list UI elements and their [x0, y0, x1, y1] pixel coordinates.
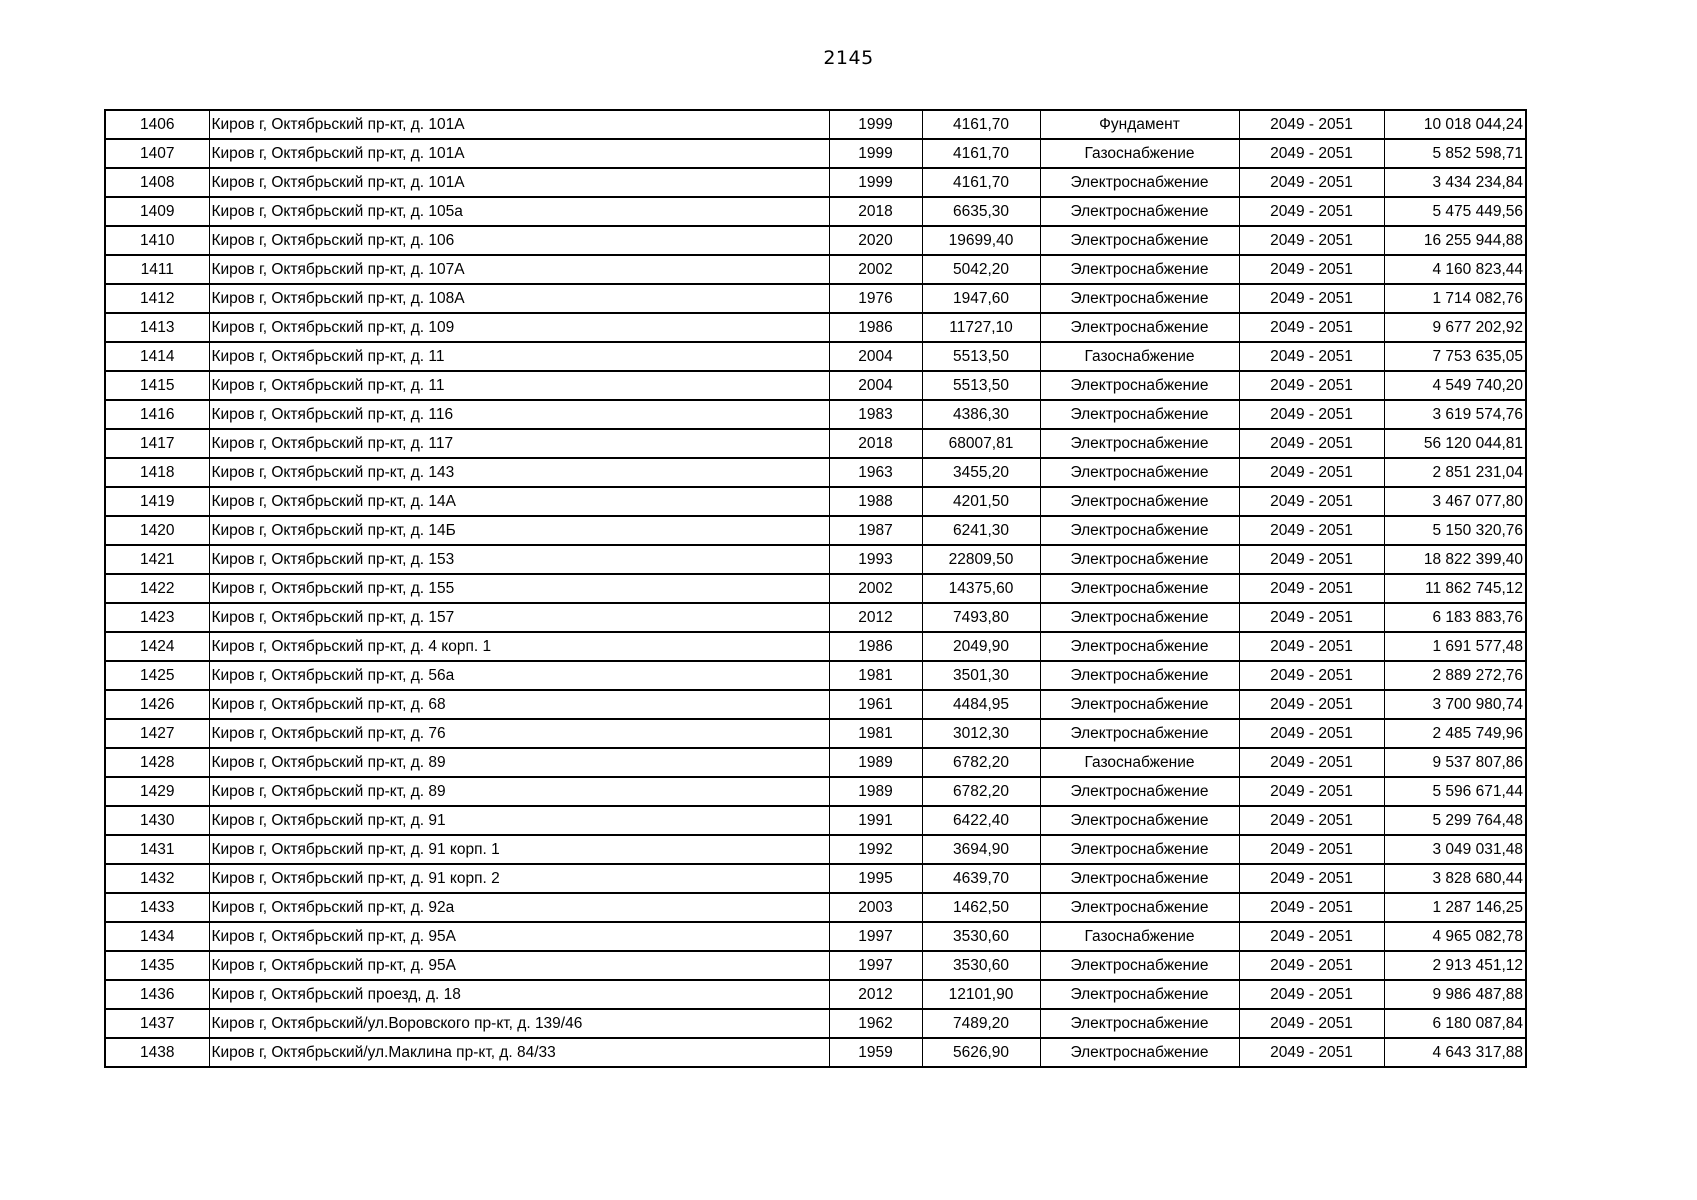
address-cell: Киров г, Октябрьский пр-кт, д. 101А — [209, 139, 829, 168]
row-number-cell: 1406 — [105, 110, 209, 139]
table-row — [105, 661, 1526, 690]
area-cell: 7493,80 — [922, 603, 1040, 632]
table-row — [105, 255, 1526, 284]
address-cell: Киров г, Октябрьский пр-кт, д. 14Б — [209, 516, 829, 545]
table-row — [105, 777, 1526, 806]
period-cell: 2049 - 2051 — [1239, 342, 1384, 371]
year-cell: 1997 — [829, 922, 922, 951]
work-type-cell: Электроснабжение — [1040, 574, 1239, 603]
row-number-cell: 1416 — [105, 400, 209, 429]
area-cell: 3455,20 — [922, 458, 1040, 487]
area-cell: 19699,40 — [922, 226, 1040, 255]
address-cell: Киров г, Октябрьский пр-кт, д. 107А — [209, 255, 829, 284]
register-table — [104, 109, 1527, 1068]
period-cell: 2049 - 2051 — [1239, 951, 1384, 980]
row-number-cell: 1422 — [105, 574, 209, 603]
address-cell: Киров г, Октябрьский пр-кт, д. 14А — [209, 487, 829, 516]
period-cell: 2049 - 2051 — [1239, 748, 1384, 777]
row-number-cell: 1436 — [105, 980, 209, 1009]
address-cell: Киров г, Октябрьский пр-кт, д. 108А — [209, 284, 829, 313]
period-cell: 2049 - 2051 — [1239, 226, 1384, 255]
cost-cell: 3 434 234,84 — [1384, 168, 1526, 197]
year-cell: 1999 — [829, 168, 922, 197]
work-type-cell: Электроснабжение — [1040, 429, 1239, 458]
address-cell: Киров г, Октябрьский пр-кт, д. 91 — [209, 806, 829, 835]
area-cell: 3501,30 — [922, 661, 1040, 690]
year-cell: 1962 — [829, 1009, 922, 1038]
area-cell: 5513,50 — [922, 371, 1040, 400]
year-cell: 1992 — [829, 835, 922, 864]
work-type-cell: Электроснабжение — [1040, 168, 1239, 197]
address-cell: Киров г, Октябрьский пр-кт, д. 101А — [209, 110, 829, 139]
address-cell: Киров г, Октябрьский пр-кт, д. 68 — [209, 690, 829, 719]
address-cell: Киров г, Октябрьский пр-кт, д. 4 корп. 1 — [209, 632, 829, 661]
address-cell: Киров г, Октябрьский пр-кт, д. 109 — [209, 313, 829, 342]
cost-cell: 5 852 598,71 — [1384, 139, 1526, 168]
work-type-cell: Газоснабжение — [1040, 922, 1239, 951]
year-cell: 2004 — [829, 342, 922, 371]
table-row — [105, 632, 1526, 661]
address-cell: Киров г, Октябрьский пр-кт, д. 92а — [209, 893, 829, 922]
area-cell: 3530,60 — [922, 922, 1040, 951]
period-cell: 2049 - 2051 — [1239, 110, 1384, 139]
table-row — [105, 545, 1526, 574]
cost-cell: 5 475 449,56 — [1384, 197, 1526, 226]
cost-cell: 9 986 487,88 — [1384, 980, 1526, 1009]
period-cell: 2049 - 2051 — [1239, 922, 1384, 951]
row-number-cell: 1433 — [105, 893, 209, 922]
cost-cell: 3 467 077,80 — [1384, 487, 1526, 516]
area-cell: 4161,70 — [922, 110, 1040, 139]
period-cell: 2049 - 2051 — [1239, 284, 1384, 313]
table-row — [105, 313, 1526, 342]
area-cell: 12101,90 — [922, 980, 1040, 1009]
work-type-cell: Электроснабжение — [1040, 197, 1239, 226]
year-cell: 2002 — [829, 574, 922, 603]
year-cell: 1986 — [829, 313, 922, 342]
row-number-cell: 1425 — [105, 661, 209, 690]
work-type-cell: Электроснабжение — [1040, 835, 1239, 864]
address-cell: Киров г, Октябрьский пр-кт, д. 76 — [209, 719, 829, 748]
work-type-cell: Электроснабжение — [1040, 255, 1239, 284]
table-row — [105, 951, 1526, 980]
year-cell: 2004 — [829, 371, 922, 400]
row-number-cell: 1411 — [105, 255, 209, 284]
area-cell: 6635,30 — [922, 197, 1040, 226]
year-cell: 1987 — [829, 516, 922, 545]
cost-cell: 4 965 082,78 — [1384, 922, 1526, 951]
year-cell: 1999 — [829, 139, 922, 168]
row-number-cell: 1409 — [105, 197, 209, 226]
area-cell: 7489,20 — [922, 1009, 1040, 1038]
address-cell: Киров г, Октябрьский пр-кт, д. 89 — [209, 748, 829, 777]
cost-cell: 1 714 082,76 — [1384, 284, 1526, 313]
year-cell: 2002 — [829, 255, 922, 284]
period-cell: 2049 - 2051 — [1239, 719, 1384, 748]
area-cell: 6241,30 — [922, 516, 1040, 545]
area-cell: 6782,20 — [922, 777, 1040, 806]
work-type-cell: Фундамент — [1040, 110, 1239, 139]
address-cell: Киров г, Октябрьский пр-кт, д. 11 — [209, 371, 829, 400]
table-row — [105, 864, 1526, 893]
row-number-cell: 1430 — [105, 806, 209, 835]
address-cell: Киров г, Октябрьский пр-кт, д. 56а — [209, 661, 829, 690]
cost-cell: 3 828 680,44 — [1384, 864, 1526, 893]
table-row — [105, 110, 1526, 139]
period-cell: 2049 - 2051 — [1239, 487, 1384, 516]
work-type-cell: Электроснабжение — [1040, 777, 1239, 806]
cost-cell: 3 049 031,48 — [1384, 835, 1526, 864]
period-cell: 2049 - 2051 — [1239, 139, 1384, 168]
row-number-cell: 1437 — [105, 1009, 209, 1038]
cost-cell: 5 150 320,76 — [1384, 516, 1526, 545]
row-number-cell: 1413 — [105, 313, 209, 342]
cost-cell: 18 822 399,40 — [1384, 545, 1526, 574]
year-cell: 1999 — [829, 110, 922, 139]
row-number-cell: 1428 — [105, 748, 209, 777]
row-number-cell: 1438 — [105, 1038, 209, 1067]
address-cell: Киров г, Октябрьский пр-кт, д. 95А — [209, 922, 829, 951]
cost-cell: 16 255 944,88 — [1384, 226, 1526, 255]
work-type-cell: Электроснабжение — [1040, 371, 1239, 400]
page-number: 2145 — [823, 47, 874, 69]
row-number-cell: 1435 — [105, 951, 209, 980]
table-body — [105, 110, 1526, 1067]
year-cell: 1981 — [829, 661, 922, 690]
period-cell: 2049 - 2051 — [1239, 429, 1384, 458]
row-number-cell: 1431 — [105, 835, 209, 864]
row-number-cell: 1408 — [105, 168, 209, 197]
work-type-cell: Электроснабжение — [1040, 1038, 1239, 1067]
area-cell: 3530,60 — [922, 951, 1040, 980]
area-cell: 4386,30 — [922, 400, 1040, 429]
row-number-cell: 1426 — [105, 690, 209, 719]
work-type-cell: Электроснабжение — [1040, 632, 1239, 661]
year-cell: 2012 — [829, 603, 922, 632]
address-cell: Киров г, Октябрьский пр-кт, д. 155 — [209, 574, 829, 603]
area-cell: 5042,20 — [922, 255, 1040, 284]
period-cell: 2049 - 2051 — [1239, 603, 1384, 632]
cost-cell: 2 851 231,04 — [1384, 458, 1526, 487]
table-row — [105, 574, 1526, 603]
year-cell: 2018 — [829, 197, 922, 226]
row-number-cell: 1423 — [105, 603, 209, 632]
cost-cell: 11 862 745,12 — [1384, 574, 1526, 603]
work-type-cell: Электроснабжение — [1040, 1009, 1239, 1038]
table-row — [105, 284, 1526, 313]
area-cell: 4201,50 — [922, 487, 1040, 516]
cost-cell: 5 299 764,48 — [1384, 806, 1526, 835]
cost-cell: 9 537 807,86 — [1384, 748, 1526, 777]
area-cell: 14375,60 — [922, 574, 1040, 603]
row-number-cell: 1432 — [105, 864, 209, 893]
area-cell: 5513,50 — [922, 342, 1040, 371]
year-cell: 1993 — [829, 545, 922, 574]
cost-cell: 3 700 980,74 — [1384, 690, 1526, 719]
table-row — [105, 980, 1526, 1009]
row-number-cell: 1419 — [105, 487, 209, 516]
period-cell: 2049 - 2051 — [1239, 458, 1384, 487]
address-cell: Киров г, Октябрьский пр-кт, д. 117 — [209, 429, 829, 458]
cost-cell: 6 183 883,76 — [1384, 603, 1526, 632]
row-number-cell: 1407 — [105, 139, 209, 168]
area-cell: 1462,50 — [922, 893, 1040, 922]
year-cell: 2018 — [829, 429, 922, 458]
table-row — [105, 748, 1526, 777]
year-cell: 1961 — [829, 690, 922, 719]
period-cell: 2049 - 2051 — [1239, 1009, 1384, 1038]
table-row — [105, 458, 1526, 487]
table-row — [105, 197, 1526, 226]
year-cell: 1959 — [829, 1038, 922, 1067]
work-type-cell: Электроснабжение — [1040, 400, 1239, 429]
work-type-cell: Газоснабжение — [1040, 748, 1239, 777]
period-cell: 2049 - 2051 — [1239, 835, 1384, 864]
address-cell: Киров г, Октябрьский/ул.Маклина пр-кт, д. 84/33 — [209, 1038, 829, 1067]
row-number-cell: 1427 — [105, 719, 209, 748]
table-row — [105, 226, 1526, 255]
table-row — [105, 371, 1526, 400]
work-type-cell: Электроснабжение — [1040, 893, 1239, 922]
address-cell: Киров г, Октябрьский пр-кт, д. 116 — [209, 400, 829, 429]
cost-cell: 4 643 317,88 — [1384, 1038, 1526, 1067]
row-number-cell: 1414 — [105, 342, 209, 371]
table-row — [105, 1009, 1526, 1038]
period-cell: 2049 - 2051 — [1239, 777, 1384, 806]
work-type-cell: Электроснабжение — [1040, 690, 1239, 719]
work-type-cell: Электроснабжение — [1040, 226, 1239, 255]
cost-cell: 2 889 272,76 — [1384, 661, 1526, 690]
address-cell: Киров г, Октябрьский пр-кт, д. 95А — [209, 951, 829, 980]
year-cell: 1981 — [829, 719, 922, 748]
work-type-cell: Электроснабжение — [1040, 719, 1239, 748]
period-cell: 2049 - 2051 — [1239, 1038, 1384, 1067]
address-cell: Киров г, Октябрьский пр-кт, д. 105а — [209, 197, 829, 226]
cost-cell: 4 160 823,44 — [1384, 255, 1526, 284]
area-cell: 1947,60 — [922, 284, 1040, 313]
area-cell: 68007,81 — [922, 429, 1040, 458]
work-type-cell: Газоснабжение — [1040, 139, 1239, 168]
cost-cell: 7 753 635,05 — [1384, 342, 1526, 371]
year-cell: 1989 — [829, 748, 922, 777]
row-number-cell: 1417 — [105, 429, 209, 458]
table-row — [105, 400, 1526, 429]
area-cell: 3694,90 — [922, 835, 1040, 864]
period-cell: 2049 - 2051 — [1239, 168, 1384, 197]
period-cell: 2049 - 2051 — [1239, 516, 1384, 545]
row-number-cell: 1412 — [105, 284, 209, 313]
row-number-cell: 1429 — [105, 777, 209, 806]
work-type-cell: Газоснабжение — [1040, 342, 1239, 371]
period-cell: 2049 - 2051 — [1239, 400, 1384, 429]
table-row — [105, 429, 1526, 458]
year-cell: 1986 — [829, 632, 922, 661]
table-row — [105, 487, 1526, 516]
year-cell: 1991 — [829, 806, 922, 835]
address-cell: Киров г, Октябрьский пр-кт, д. 91 корп. 2 — [209, 864, 829, 893]
area-cell: 6422,40 — [922, 806, 1040, 835]
address-cell: Киров г, Октябрьский проезд, д. 18 — [209, 980, 829, 1009]
address-cell: Киров г, Октябрьский пр-кт, д. 143 — [209, 458, 829, 487]
work-type-cell: Электроснабжение — [1040, 806, 1239, 835]
table-row — [105, 603, 1526, 632]
year-cell: 1976 — [829, 284, 922, 313]
area-cell: 5626,90 — [922, 1038, 1040, 1067]
address-cell: Киров г, Октябрьский пр-кт, д. 101А — [209, 168, 829, 197]
period-cell: 2049 - 2051 — [1239, 632, 1384, 661]
table-row — [105, 806, 1526, 835]
table-row — [105, 690, 1526, 719]
cost-cell: 1 287 146,25 — [1384, 893, 1526, 922]
cost-cell: 5 596 671,44 — [1384, 777, 1526, 806]
work-type-cell: Электроснабжение — [1040, 313, 1239, 342]
area-cell: 22809,50 — [922, 545, 1040, 574]
year-cell: 1988 — [829, 487, 922, 516]
table-row — [105, 719, 1526, 748]
work-type-cell: Электроснабжение — [1040, 284, 1239, 313]
year-cell: 1995 — [829, 864, 922, 893]
row-number-cell: 1418 — [105, 458, 209, 487]
period-cell: 2049 - 2051 — [1239, 893, 1384, 922]
work-type-cell: Электроснабжение — [1040, 516, 1239, 545]
address-cell: Киров г, Октябрьский пр-кт, д. 157 — [209, 603, 829, 632]
work-type-cell: Электроснабжение — [1040, 458, 1239, 487]
address-cell: Киров г, Октябрьский пр-кт, д. 89 — [209, 777, 829, 806]
row-number-cell: 1420 — [105, 516, 209, 545]
cost-cell: 2 485 749,96 — [1384, 719, 1526, 748]
table-row — [105, 922, 1526, 951]
year-cell: 1989 — [829, 777, 922, 806]
period-cell: 2049 - 2051 — [1239, 574, 1384, 603]
area-cell: 4161,70 — [922, 168, 1040, 197]
cost-cell: 6 180 087,84 — [1384, 1009, 1526, 1038]
period-cell: 2049 - 2051 — [1239, 371, 1384, 400]
area-cell: 3012,30 — [922, 719, 1040, 748]
row-number-cell: 1424 — [105, 632, 209, 661]
work-type-cell: Электроснабжение — [1040, 661, 1239, 690]
work-type-cell: Электроснабжение — [1040, 980, 1239, 1009]
row-number-cell: 1410 — [105, 226, 209, 255]
area-cell: 4161,70 — [922, 139, 1040, 168]
period-cell: 2049 - 2051 — [1239, 864, 1384, 893]
period-cell: 2049 - 2051 — [1239, 661, 1384, 690]
table-row — [105, 139, 1526, 168]
cost-cell: 4 549 740,20 — [1384, 371, 1526, 400]
address-cell: Киров г, Октябрьский пр-кт, д. 11 — [209, 342, 829, 371]
table-row — [105, 1038, 1526, 1067]
area-cell: 6782,20 — [922, 748, 1040, 777]
period-cell: 2049 - 2051 — [1239, 690, 1384, 719]
row-number-cell: 1421 — [105, 545, 209, 574]
table-row — [105, 342, 1526, 371]
address-cell: Киров г, Октябрьский пр-кт, д. 106 — [209, 226, 829, 255]
work-type-cell: Электроснабжение — [1040, 864, 1239, 893]
row-number-cell: 1434 — [105, 922, 209, 951]
year-cell: 2020 — [829, 226, 922, 255]
year-cell: 2012 — [829, 980, 922, 1009]
cost-cell: 9 677 202,92 — [1384, 313, 1526, 342]
cost-cell: 3 619 574,76 — [1384, 400, 1526, 429]
year-cell: 1963 — [829, 458, 922, 487]
area-cell: 4639,70 — [922, 864, 1040, 893]
row-number-cell: 1415 — [105, 371, 209, 400]
cost-cell: 1 691 577,48 — [1384, 632, 1526, 661]
period-cell: 2049 - 2051 — [1239, 313, 1384, 342]
period-cell: 2049 - 2051 — [1239, 255, 1384, 284]
table-row — [105, 835, 1526, 864]
address-cell: Киров г, Октябрьский пр-кт, д. 153 — [209, 545, 829, 574]
table-row — [105, 516, 1526, 545]
address-cell: Киров г, Октябрьский/ул.Воровского пр-кт, д. 139/46 — [209, 1009, 829, 1038]
area-cell: 11727,10 — [922, 313, 1040, 342]
work-type-cell: Электроснабжение — [1040, 545, 1239, 574]
cost-cell: 56 120 044,81 — [1384, 429, 1526, 458]
cost-cell: 10 018 044,24 — [1384, 110, 1526, 139]
period-cell: 2049 - 2051 — [1239, 980, 1384, 1009]
area-cell: 2049,90 — [922, 632, 1040, 661]
cost-cell: 2 913 451,12 — [1384, 951, 1526, 980]
address-cell: Киров г, Октябрьский пр-кт, д. 91 корп. 1 — [209, 835, 829, 864]
year-cell: 1983 — [829, 400, 922, 429]
period-cell: 2049 - 2051 — [1239, 197, 1384, 226]
table-row — [105, 168, 1526, 197]
year-cell: 2003 — [829, 893, 922, 922]
area-cell: 4484,95 — [922, 690, 1040, 719]
table-row — [105, 893, 1526, 922]
work-type-cell: Электроснабжение — [1040, 487, 1239, 516]
work-type-cell: Электроснабжение — [1040, 603, 1239, 632]
year-cell: 1997 — [829, 951, 922, 980]
period-cell: 2049 - 2051 — [1239, 806, 1384, 835]
work-type-cell: Электроснабжение — [1040, 951, 1239, 980]
period-cell: 2049 - 2051 — [1239, 545, 1384, 574]
